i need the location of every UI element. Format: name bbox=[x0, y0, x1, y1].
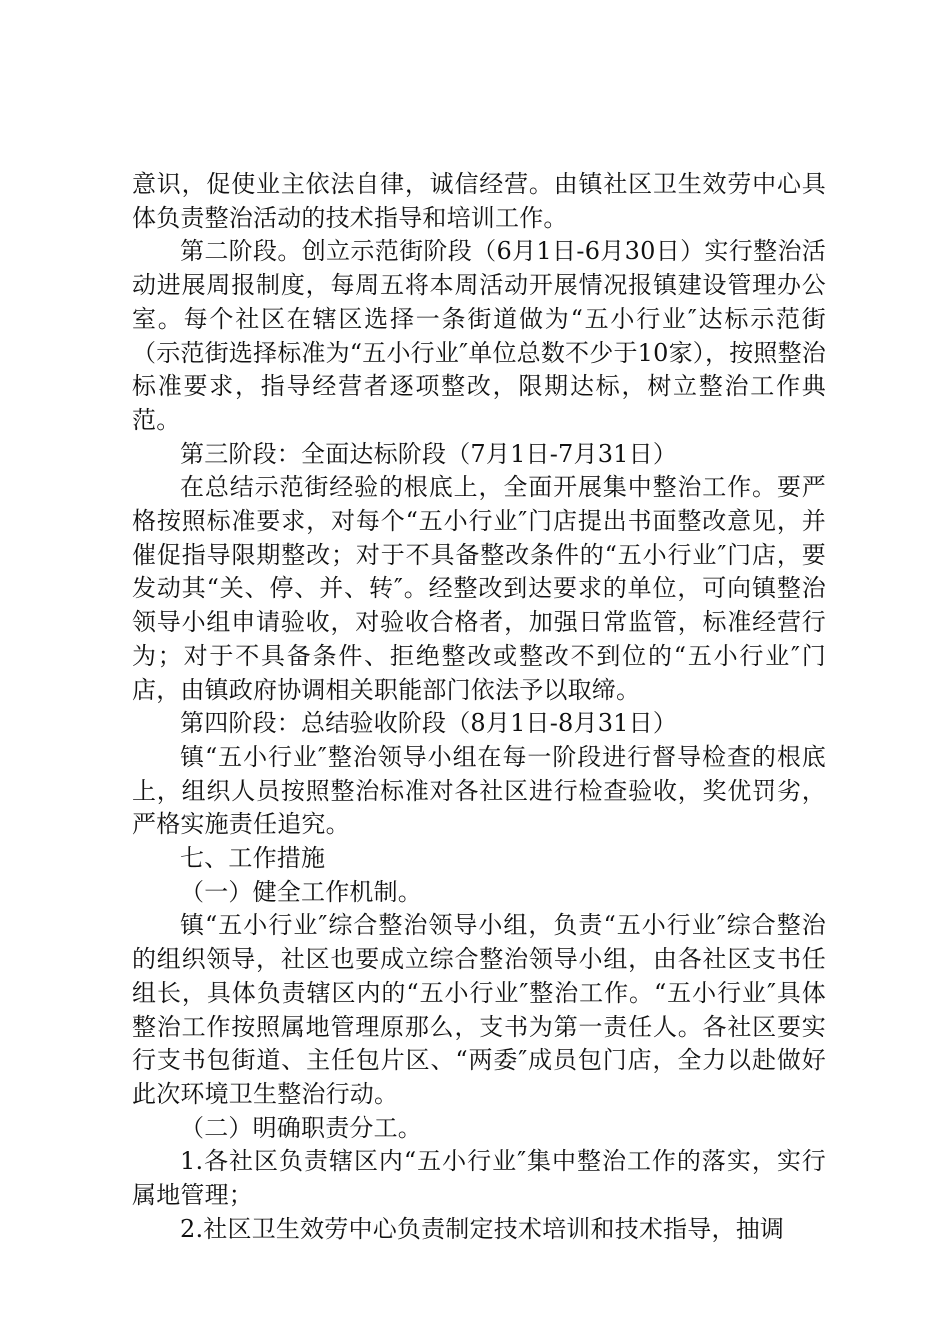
paragraph-6: 镇“五小行业″整治领导小组在每一阶段进行督导检查的根底上，组织人员按照整治标准对各社区进行检查验收，奖优罚劣，严格实施责任追究。 bbox=[132, 742, 826, 839]
paragraph-5: 第四阶段：总结验收阶段（8月1日-8月31日） bbox=[180, 709, 678, 738]
list-item-2: 2.社区卫生效劳中心负责制定技术培训和技术指导，抽调 bbox=[180, 1214, 785, 1243]
paragraph-3: 第三阶段：全面达标阶段（7月1日-7月31日） bbox=[180, 439, 678, 468]
paragraph-7: 镇“五小行业″综合整治领导小组，负责“五小行业″综合整治的组织领导，社区也要成立综合整治领导小组，由各社区支书任组长，具体负责辖区内的“五小行业″整治工作。“五小行业″具体整治工作按照属地管理原那么，支书为第一责任人。各社区要实行支书包街道、主任包片区、“两委″成员包门店，全力以赴做好此次环境卫生整治行动。 bbox=[132, 911, 826, 1108]
paragraph-2: 第二阶段。创立示范街阶段（6月1日-6月30日）实行整治活动进展周报制度，每周五将本周活动开展情况报镇建设管理办公室。每个社区在辖区选择一条街道做为“五小行业″达标示范街（示范街选择标准为“五小行业″单位总数不少于10家），按照整治标准要求，指导经营者逐项整改，限期达标，树立整治工作典范。 bbox=[132, 237, 826, 434]
paragraph-1: 意识，促使业主依法自律，诚信经营。由镇社区卫生效劳中心具体负责整治活动的技术指导和培训工作。 bbox=[132, 170, 826, 232]
document-page bbox=[132, 168, 826, 1247]
paragraph-4: 在总结示范街经验的根底上，全面开展集中整治工作。要严格按照标准要求，对每个“五小行业″门店提出书面整改意见，并催促指导限期整改；对于不具备整改条件的“五小行业″门店，要发动其“关、停、并、转″。经整改到达要求的单位，可向镇整治领导小组申请验收，对验收合格者，加强日常监管，标准经营行为；对于不具备条件、拒绝整改或整改不到位的“五小行业″门店，由镇政府协调相关职能部门依法予以取缔。 bbox=[132, 473, 826, 704]
subheading-1: （一）健全工作机制。 bbox=[180, 877, 422, 906]
section-heading: 七、工作措施 bbox=[180, 844, 326, 873]
list-item-1: 1.各社区负责辖区内“五小行业″集中整治工作的落实，实行属地管理； bbox=[132, 1147, 826, 1210]
subheading-2: （二）明确职责分工。 bbox=[180, 1113, 422, 1142]
